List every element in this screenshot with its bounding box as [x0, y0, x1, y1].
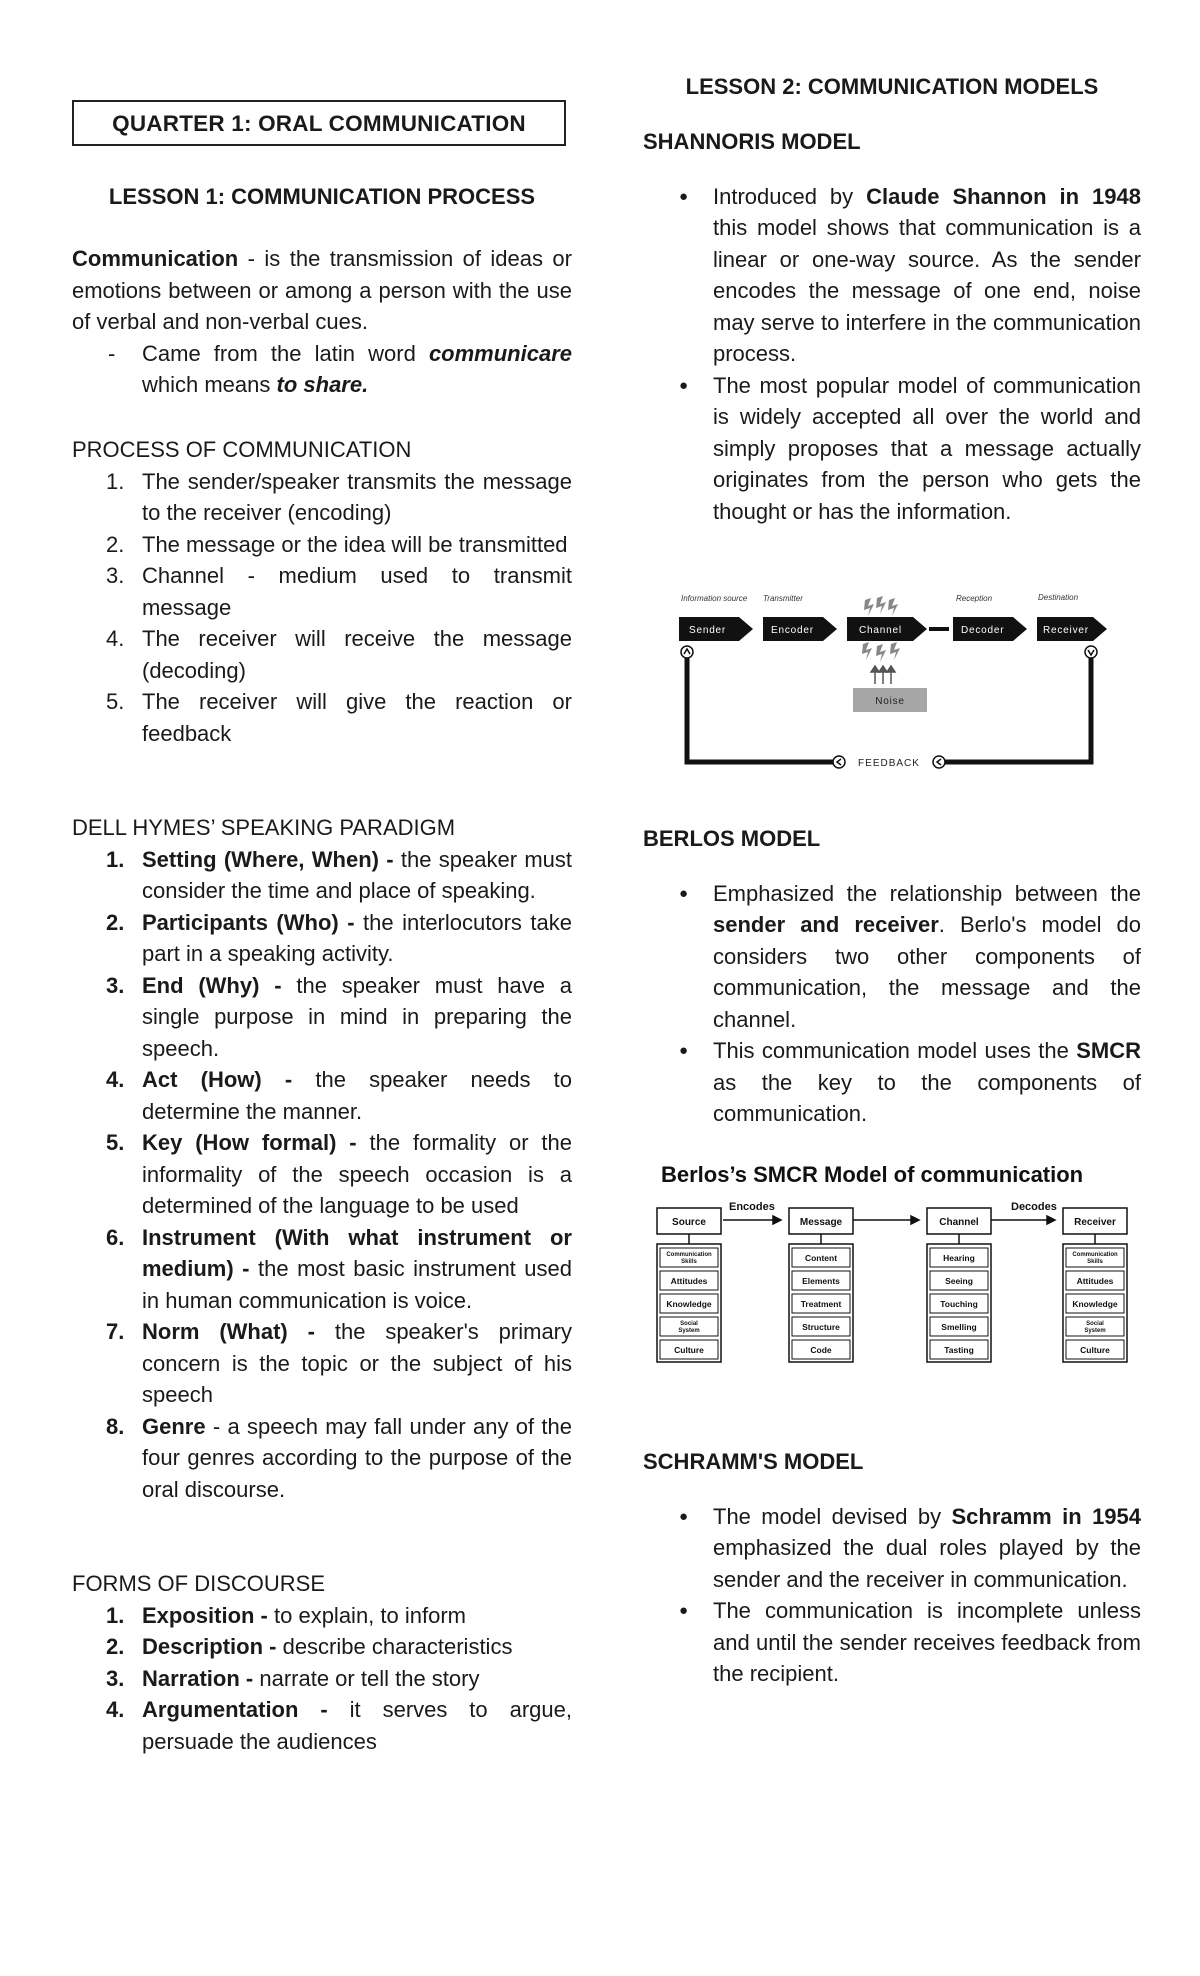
shannon-bullets — [643, 181, 1141, 528]
smcr-item: Tasting — [944, 1345, 974, 1355]
feedback-left-icon — [833, 756, 845, 768]
label-information-source: Information source — [681, 594, 748, 603]
decoder-label: Decoder — [961, 625, 1005, 636]
berlo-bullets — [643, 878, 1141, 1130]
decodes-label: Decodes — [1011, 1201, 1057, 1213]
smcr-item: Social System — [1084, 1321, 1106, 1334]
sender-label: Sender — [689, 625, 727, 636]
berlo-bullet: ● This communication model uses the SMCR as the key to the components of communication. — [643, 1035, 1141, 1130]
process-item: 3. Channel - medium used to transmit message — [106, 563, 572, 620]
process-section — [72, 434, 572, 749]
hymes-item: 1. Setting (Where, When) - the speaker must consider the time and place of speaking. — [106, 846, 572, 903]
latin-pre: Came from the latin word — [142, 340, 429, 366]
smcr-item: Attitudes — [1076, 1276, 1114, 1286]
hymes-title: DELL HYMES’ SPEAKING PARADIGM — [72, 815, 456, 840]
label-destination: Destination — [1038, 593, 1079, 602]
schramm-title: SCHRAMM'S MODEL — [643, 1449, 864, 1474]
hymes-list — [72, 844, 572, 1506]
smcr-item: Knowledge — [666, 1299, 712, 1309]
forms-section — [72, 1568, 572, 1757]
smcr-item: Treatment — [800, 1299, 842, 1309]
smcr-item: Social System — [678, 1321, 700, 1334]
process-title: PROCESS OF COMMUNICATION — [72, 437, 412, 462]
shannon-bullet: ● The most popular model of communication is widely accepted all over the world and simply proposes that a message actually originates from the person who gets the thought or has the information. — [643, 370, 1141, 528]
lesson1-title: LESSON 1: COMMUNICATION PROCESS — [108, 184, 536, 209]
receiver-label: Receiver — [1043, 625, 1089, 636]
forms-item: 4. Argumentation - it serves to argue, persuade the audiences — [106, 1697, 572, 1754]
process-list — [72, 466, 572, 750]
schramm-bullets — [643, 1501, 1141, 1690]
smcr-item: Knowledge — [1072, 1299, 1118, 1309]
hymes-section — [72, 812, 572, 1505]
shannon-bullet: ● Introduced by Claude Shannon in 1948 this model shows that communication is a linear or one-way source. As the sender encodes the message of one end, noise may serve to interfere in the communication process. — [643, 181, 1141, 370]
lesson2-title: LESSON 2: COMMUNICATION MODELS — [685, 74, 1099, 99]
smcr-header: Receiver — [1074, 1217, 1116, 1228]
process-item: 1. The sender/speaker transmits the message to the receiver (encoding) — [106, 468, 572, 525]
noise-label: Noise — [875, 696, 905, 707]
process-item: 2. The message or the idea will be transmitted — [106, 531, 568, 557]
communication-term: Communication — [72, 246, 239, 271]
label-reception: Reception — [956, 594, 993, 603]
smcr-item: Communication Skills — [666, 1252, 712, 1265]
process-item: 4. The receiver will receive the message (decoding) — [106, 626, 572, 683]
smcr-header: Source — [672, 1217, 706, 1228]
berlo-title: BERLOS MODEL — [643, 826, 821, 851]
smcr-title: Berlos’s SMCR Model of communication — [661, 1162, 1084, 1187]
process-item: 5. The receiver will give the reaction or feedback — [106, 689, 572, 746]
shannon-title: SHANNORIS MODEL — [643, 129, 861, 154]
smcr-item: Smelling — [941, 1322, 977, 1332]
smcr-header: Channel — [939, 1217, 979, 1228]
smcr-item: Culture — [674, 1345, 704, 1355]
channel-label: Channel — [859, 625, 902, 636]
communication-def-text: - is the transmission of ideas or emotions between or among a person with the use of verbal and non-verbal cues. — [72, 246, 572, 334]
smcr-item: Attitudes — [670, 1276, 708, 1286]
smcr-arrows — [723, 1216, 1055, 1224]
smcr-item: Seeing — [945, 1276, 973, 1286]
smcr-header: Message — [799, 1217, 843, 1228]
smcr-item: Code — [810, 1345, 832, 1355]
quarter-title: QUARTER 1: ORAL COMMUNICATION — [72, 100, 566, 146]
hymes-item: 6. Instrument (With what instrument or medium) - the most basic instrument used in human communication is voice. — [106, 1224, 572, 1313]
encoder-label: Encoder — [771, 625, 814, 636]
smcr-diagram — [649, 1160, 1141, 1400]
feedback-right-icon — [933, 756, 945, 768]
hymes-item: 4. Act (How) - the speaker needs to determine the manner. — [106, 1067, 573, 1124]
schramm-section — [643, 1446, 1141, 1690]
hymes-item: 7. Norm (What) - the speaker's primary concern is the topic or the subject of his speech — [106, 1319, 572, 1407]
encodes-label: Encodes — [729, 1201, 775, 1213]
label-transmitter: Transmitter — [763, 594, 803, 603]
forms-item: 2. Description - describe characteristics — [106, 1634, 513, 1659]
smcr-item: Touching — [940, 1299, 978, 1309]
latin-mid: which means — [142, 372, 277, 397]
latin-meaning: to share. — [276, 372, 369, 397]
smcr-item: Culture — [1080, 1345, 1110, 1355]
forms-item: 3. Narration - narrate or tell the story — [106, 1665, 480, 1691]
shannon-section — [643, 126, 1141, 527]
schramm-bullet: ● The communication is incomplete unless and until the sender receives feedback from the recipient. — [643, 1595, 1141, 1690]
hymes-item: 2. Participants (Who) - the interlocutors take part in a speaking activity. — [106, 909, 572, 966]
smcr-item: Elements — [802, 1276, 840, 1286]
hymes-item: 3. End (Why) - the speaker must have a single purpose in mind in preparing the speech. — [106, 972, 572, 1061]
communication-definition — [72, 243, 572, 401]
shannon-diagram — [673, 592, 1113, 777]
schramm-bullet: ● The model devised by Schramm in 1954 emphasized the dual roles played by the sender and the receiver in communication. — [643, 1501, 1141, 1596]
berlo-bullet: ● Emphasized the relationship between the sender and receiver. Berlo's model do considers two other components of communication, the message and the channel. — [643, 878, 1141, 1036]
latin-word: communicare — [428, 340, 572, 366]
hymes-item: 8. Genre - a speech may fall under any of the four genres according to the purpose of the oral discourse. — [106, 1413, 572, 1502]
smcr-item: Content — [804, 1253, 838, 1263]
berlo-section — [643, 823, 1141, 1130]
smcr-item: Communication Skills — [1072, 1252, 1118, 1265]
feedback-label: FEEDBACK — [858, 758, 920, 769]
forms-item: 1. Exposition - to explain, to inform — [106, 1602, 466, 1628]
noise-arrows — [871, 666, 895, 684]
hymes-item: 5. Key (How formal) - the formality or the informality of the speech occasion is a determined of the language to be used — [106, 1130, 572, 1218]
forms-list — [72, 1600, 572, 1758]
forms-title: FORMS OF DISCOURSE — [72, 1571, 326, 1596]
latin-origin: - Came from the latin word communicare which means to share. — [108, 340, 572, 397]
smcr-item: Hearing — [943, 1253, 975, 1263]
smcr-item: Structure — [802, 1322, 840, 1332]
